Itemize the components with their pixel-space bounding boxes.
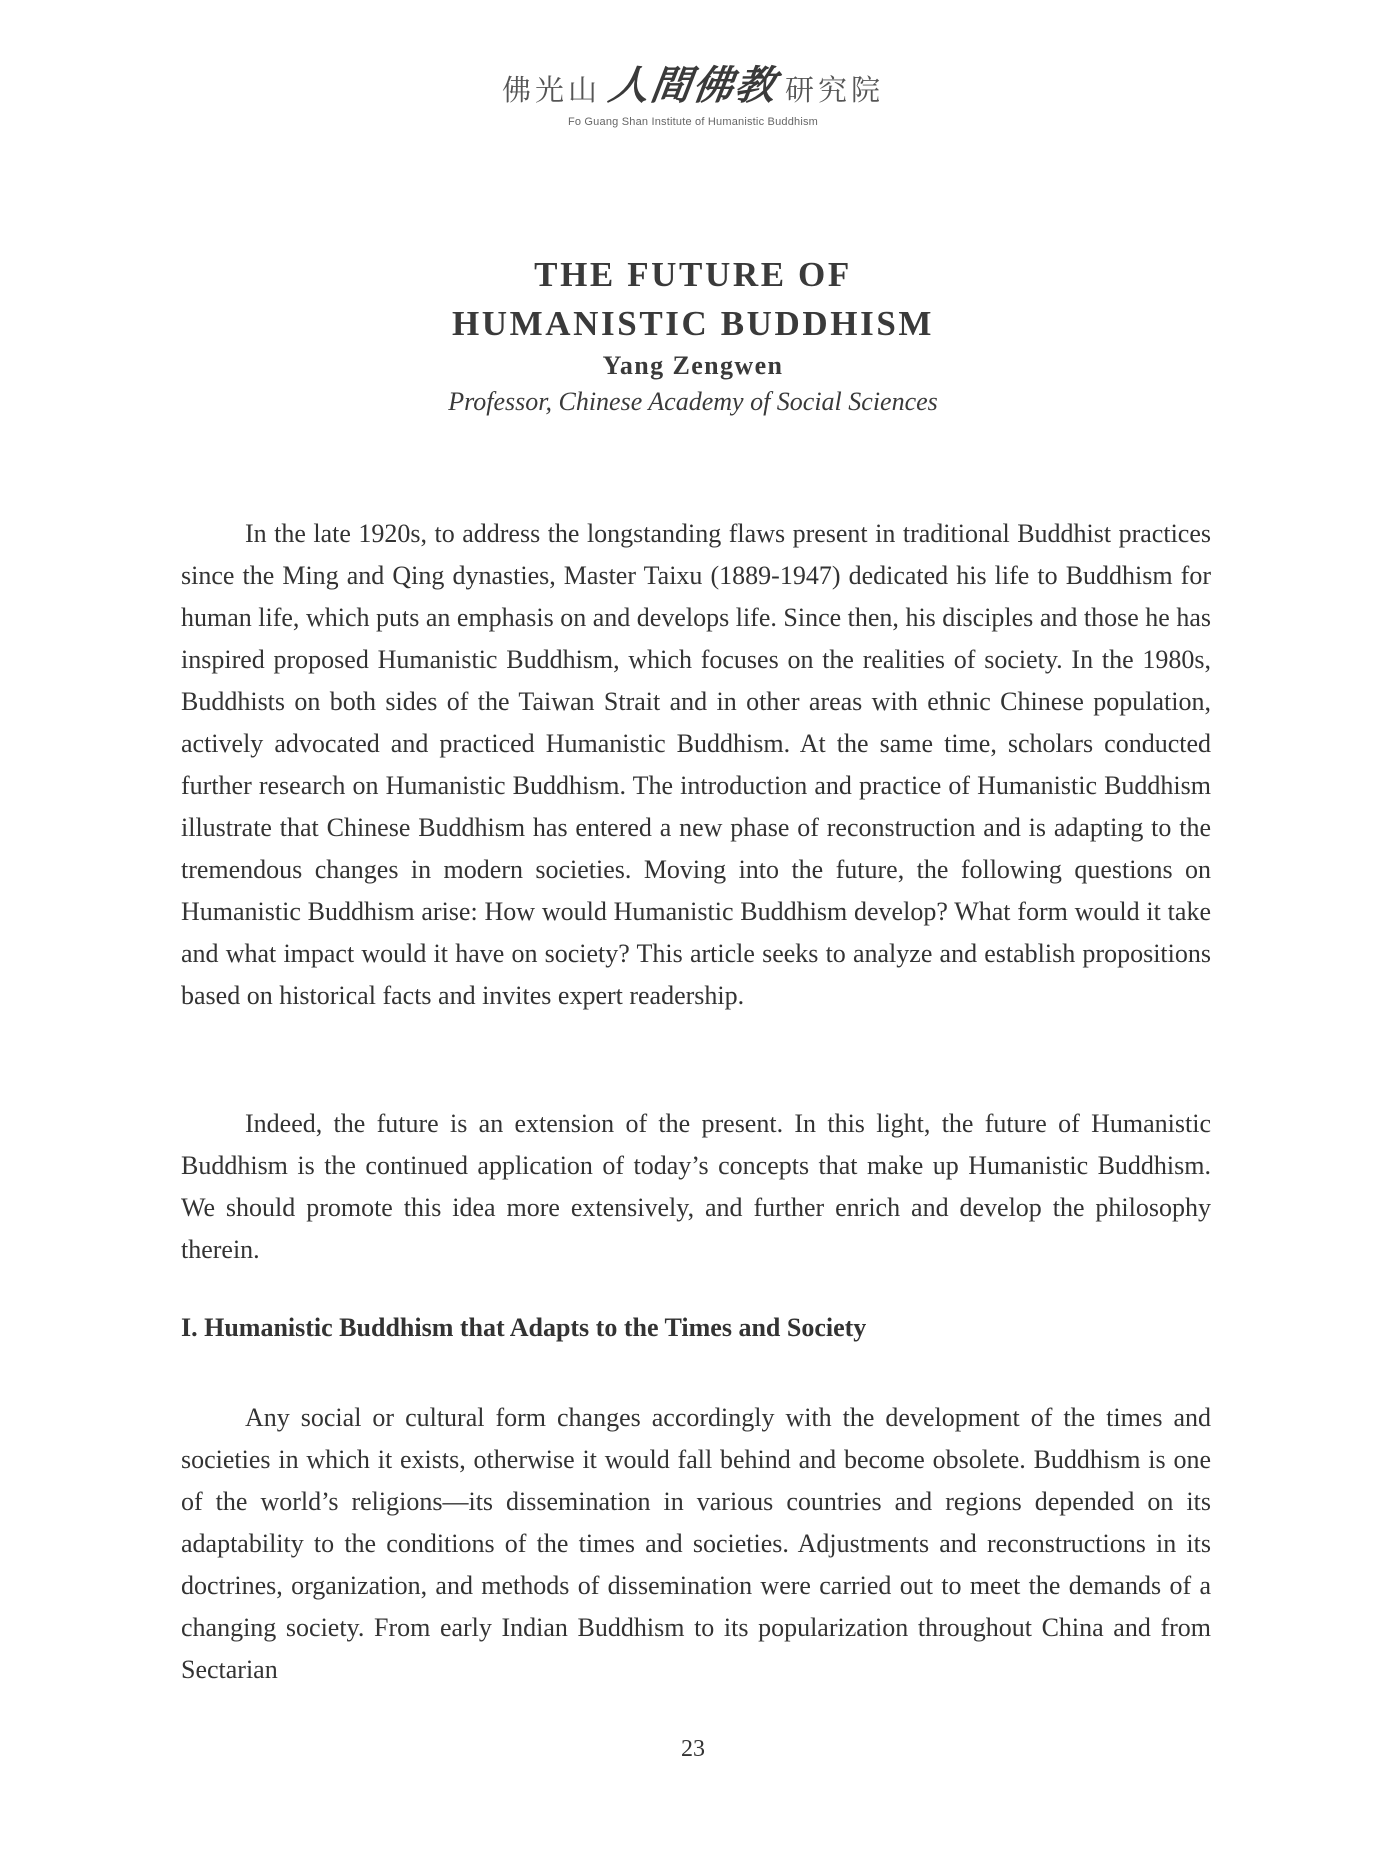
body-paragraph [181, 513, 1211, 1017]
author-affiliation: Professor, Chinese Academy of Social Sciences [448, 387, 938, 416]
article-title-line-1: THE FUTURE OF [534, 255, 852, 294]
article-title-line-2: HUMANISTIC BUDDHISM [451, 304, 935, 343]
logo-text-right: 研究院 [785, 73, 885, 107]
paragraph-1-text: In the late 1920s, to address the longstanding flaws present in traditional Buddhist practices since the Ming and Qing dynasties, Master Taixu (1889-1947) dedicated his life to Buddhism for human life, which puts an emphasis on and develops life. Since then, his disciples and those he has inspired proposed Humanistic Buddhism, which focuses on the realities of society. In the 1980s, Buddhists on both sides of the Taiwan Strait and in other areas with ethnic Chinese population, actively advocated and practiced Humanistic Buddhism. At the same time, scholars conducted further research on Humanistic Buddhism. The introduction and practice of Humanistic Buddhism illustrate that Chinese Buddhism has entered a new phase of reconstruction and is adapting to the tremendous changes in modern societies. Moving into the future, the following questions on Humanistic Buddhism arise: How would Humanistic Buddhism develop? What form would it take and what impact would it have on society? This article seeks to analyze and establish propositions based on historical facts and invites expert readership. [181, 519, 1211, 1010]
section-heading: I. Humanistic Buddhism that Adapts to the Times and Society [181, 1313, 867, 1342]
logo-text-left: 佛光山 [501, 73, 601, 107]
page-number: 23 [681, 1736, 705, 1762]
body-paragraph [181, 1397, 1211, 1691]
logo-calligraphy: 人間佛教 [605, 62, 781, 109]
article-title-block [0, 250, 1386, 420]
paragraph-2-text: Indeed, the future is an extension of the present. In this light, the future of Humanistic Buddhism is the continued application of today’s concepts that make up Humanistic Buddhism. We should promote this idea more extensively, and further enrich and develop the philosophy therein. [181, 1109, 1211, 1264]
author-name: Yang Zengwen [602, 351, 784, 380]
body-paragraph [181, 1103, 1211, 1271]
institute-subtitle: Fo Guang Shan Institute of Humanistic Buddhism [567, 116, 819, 128]
paragraph-3-text: Any social or cultural form changes accordingly with the development of the times and societies in which it exists, otherwise it would fall behind and become obsolete. Buddhism is one of the world’s religions—its dissemination in various countries and regions depended on its adaptability to the conditions of the times and societies. Adjustments and reconstructions in its doctrines, organization, and methods of dissemination were carried out to meet the demands of a changing society. From early Indian Buddhism to its popularization throughout China and from Sectarian [181, 1403, 1211, 1684]
institute-logo [0, 58, 1386, 110]
institute-header [0, 58, 1386, 128]
